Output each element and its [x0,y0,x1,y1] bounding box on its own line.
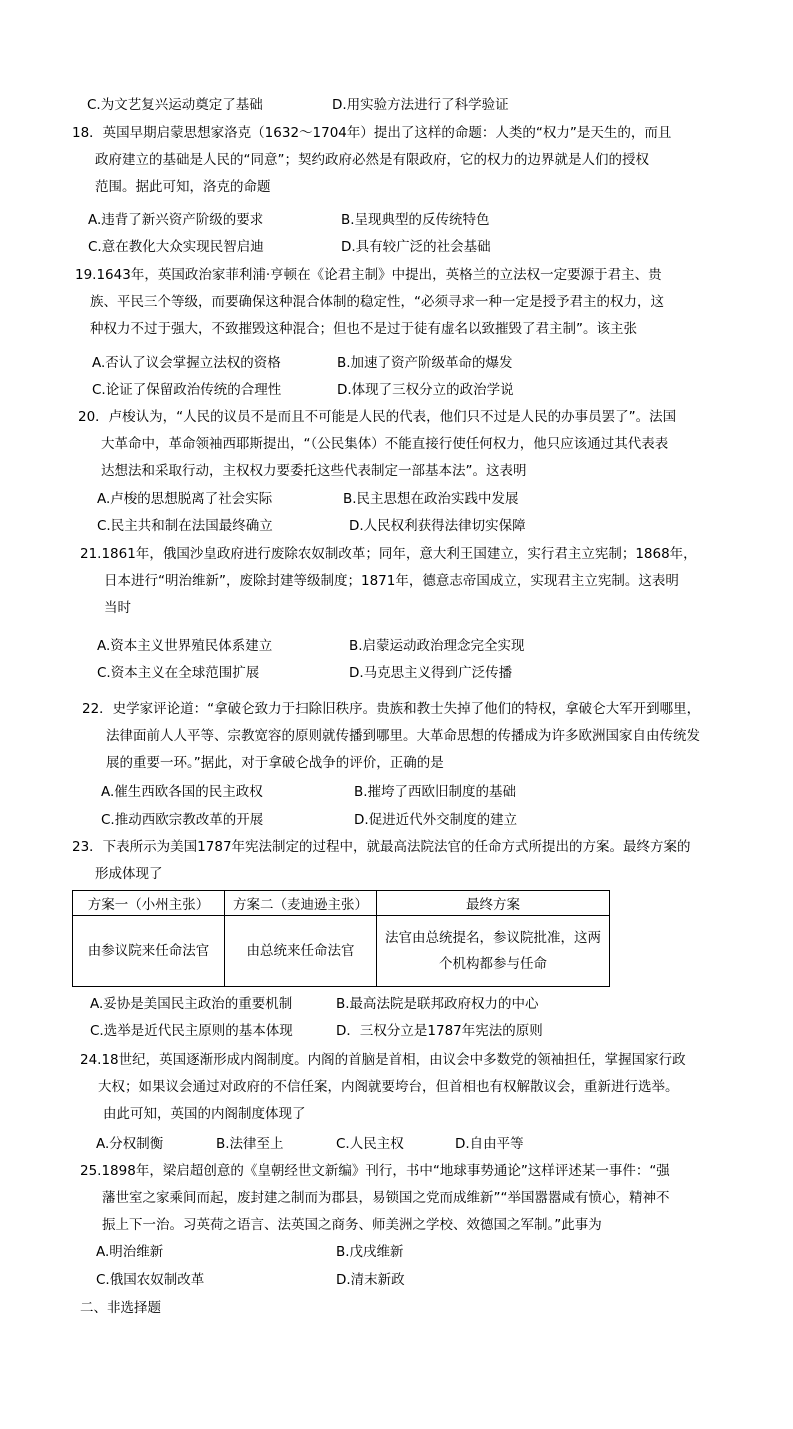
option-a: A.妥协是美国民主政治的重要机制 [90,996,293,1012]
option-c: C.资本主义在全球范围扩展 [97,665,260,681]
option-c: C.为文艺复兴运动奠定了基础 [87,97,263,113]
question-text: 当时 [104,600,131,616]
option-b: B.呈现典型的反传统特色 [341,212,490,228]
table-cell: 由总统来任命法官 [225,916,377,987]
question-text: 20．卢梭认为，“人民的议员不是而且不可能是人民的代表，他们只不过是人民的办事员罢了”。法国 [78,409,677,425]
question-text: 形成体现了 [95,866,163,882]
question-text: 族、平民三个等级，而要确保这种混合体制的稳定性，“必须寻求一种一定是授予君主的权力，这 [90,294,664,310]
question-text: 大革命中，革命领袖西耶斯提出，“（公民集体）不能直接行使任何权力，他只应该通过其代表表 [101,436,669,452]
option-c: C.俄国农奴制改革 [96,1272,205,1288]
question-text: 25.1898年，梁启超创意的《皇朝经世文新编》刊行，书中“地球事势通论”这样评述某一事件：“强 [80,1163,670,1179]
option-d: D.清末新政 [336,1272,405,1288]
table-header-cell: 方案一（小州主张） [73,891,225,916]
question-text: 法律面前人人平等、宗教宽容的原则就传播到哪里。大革命思想的传播成为许多欧洲国家自由传统发 [106,728,700,744]
option-c: C.意在教化大众实现民智启迪 [88,239,264,255]
option-a: A.违背了新兴资产阶级的要求 [88,212,264,228]
question-text: 政府建立的基础是人民的“同意”；契约政府必然是有限政府，它的权力的边界就是人们的授权 [95,152,649,168]
table-cell: 法官由总统提名，参议院批准，这两个机构都参与任命 [377,916,610,987]
question-text: 展的重要一环。”据此，对于拿破仑战争的评价，正确的是 [106,755,444,771]
question-text: 19.1643年，英国政治家菲利浦·亨顿在《论君主制》中提出，英格兰的立法权一定要源于君主、贵 [75,267,662,283]
proposal-table [72,890,610,987]
option-d: D.具有较广泛的社会基础 [341,239,491,255]
option-b: B.加速了资产阶级革命的爆发 [337,355,513,371]
option-a: A.卢梭的思想脱离了社会实际 [97,491,273,507]
question-text: 大权；如果议会通过对政府的不信任案，内阁就要垮台，但首相也有权解散议会，重新进行选举。 [98,1079,679,1095]
option-b: B.戊戌维新 [336,1244,404,1260]
question-text: 范围。据此可知，洛克的命题 [95,179,271,195]
question-text: 23．下表所示为美国1787年宪法制定的过程中，就最高法院法官的任命方式所提出的方案。最终方案的 [72,839,691,855]
question-text: 18．英国早期启蒙思想家洛克（1632～1704年）提出了这样的命题：人类的“权力”是天生的，而且 [72,125,672,141]
question-text: 22．史学家评论道：“拿破仑致力于扫除旧秩序。贵族和教士失掉了他们的特权，拿破仑大军开到哪里， [82,701,701,717]
option-a: A.否认了议会掌握立法权的资格 [92,355,281,371]
question-text: 日本进行“明治维新”，废除封建等级制度；1871年，德意志帝国成立，实现君主立宪制。这表明 [104,573,679,589]
option-c: C.人民主权 [336,1136,404,1152]
option-b: B.最高法院是联邦政府权力的中心 [336,996,539,1012]
option-a: A.分权制衡 [96,1136,164,1152]
option-a: A.资本主义世界殖民体系建立 [97,638,273,654]
option-d: D.自由平等 [455,1136,524,1152]
option-b: B.启蒙运动政治理念完全实现 [349,638,525,654]
option-d: D.人民权利获得法律切实保障 [349,518,526,534]
question-text: 种权力不过于强大，不致摧毁这种混合；但也不是过于徒有虚名以致摧毁了君主制”。该主张 [90,321,637,337]
option-d: D.用实验方法进行了科学验证 [332,97,509,113]
section-heading: 二、非选择题 [80,1300,161,1316]
option-b: B.民主思想在政治实践中发展 [343,491,519,507]
question-text: 由此可知，英国的内阁制度体现了 [103,1106,306,1122]
table-cell: 由参议院来任命法官 [73,916,225,987]
table-header-row [73,891,610,916]
table-header-cell: 方案二（麦迪逊主张） [225,891,377,916]
option-c: C.民主共和制在法国最终确立 [97,518,273,534]
option-c: C.选举是近代民主原则的基本体现 [90,1023,293,1039]
question-text: 振上下一治。习英荷之语言、法英国之商务、师美洲之学校、效德国之军制。”此事为 [102,1217,602,1233]
option-c: C.推动西欧宗教改革的开展 [101,812,264,828]
question-text: 24.18世纪，英国逐渐形成内阁制度。内阁的首脑是首相，由议会中多数党的领袖担任，掌握国家行政 [80,1052,686,1068]
option-b: B.法律至上 [216,1136,284,1152]
option-d: D.马克思主义得到广泛传播 [349,665,513,681]
table-row [73,916,610,987]
question-text: 21.1861年，俄国沙皇政府进行废除农奴制改革；同年，意大利王国建立，实行君主立宪制；1868年， [80,546,697,562]
option-d: D.体现了三权分立的政治学说 [337,382,514,398]
table-header-cell: 最终方案 [377,891,610,916]
option-b: B.摧垮了西欧旧制度的基础 [354,784,517,800]
question-text: 藩世室之家乘间而起，废封建之制而为郡县，易锁国之党而成维新”“举国嚣嚣咸有愤心，精神不 [102,1190,670,1206]
option-d: D.促进近代外交制度的建立 [354,812,518,828]
option-a: A.催生西欧各国的民主政权 [101,784,263,800]
option-a: A.明治维新 [96,1244,164,1260]
option-c: C.论证了保留政治传统的合理性 [92,382,282,398]
question-text: 达想法和采取行动，主权权力要委托这些代表制定一部基本法”。这表明 [101,463,527,479]
option-d: D．三权分立是1787年宪法的原则 [336,1023,543,1039]
